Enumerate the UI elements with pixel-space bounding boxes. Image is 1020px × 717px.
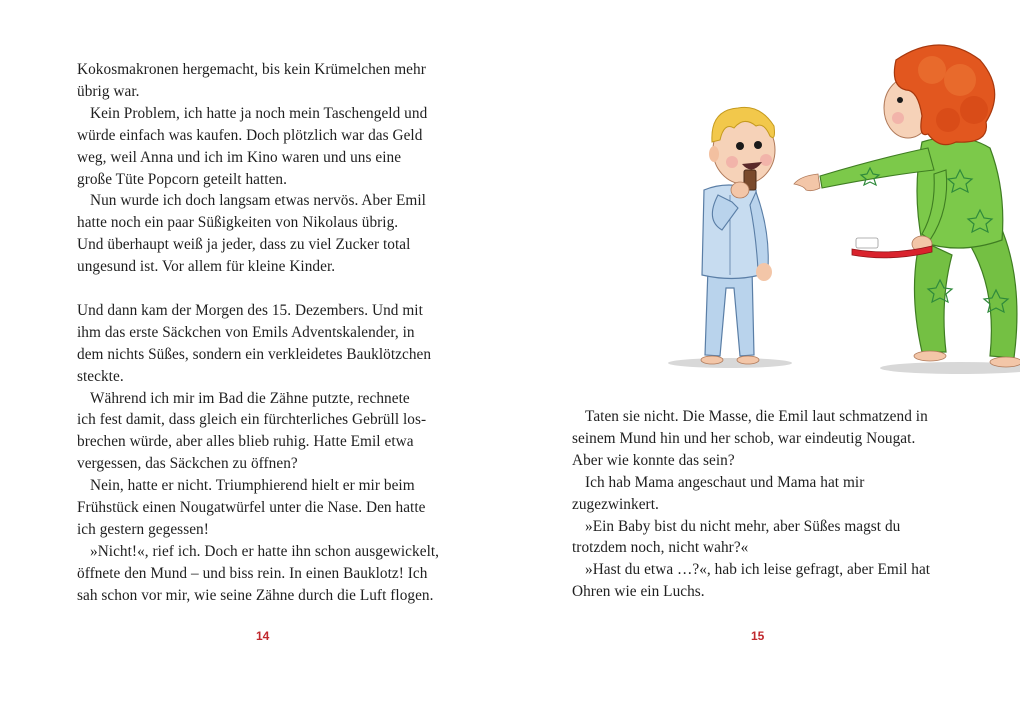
text-line: hatte noch ein paar Süßigkeiten von Nikolaus übrig. [77,214,399,232]
text-line: Und überhaupt weiß ja jeder, dass zu viel Zucker total [77,236,411,254]
text-line: öffnete den Mund – und biss rein. In einen Bauklotz! Ich [77,564,428,582]
illustration [660,30,1020,390]
text-line: Nun wurde ich doch langsam etwas nervös. Aber Emil [90,192,426,210]
text-line: Taten sie nicht. Die Masse, die Emil laut schmatzend in [585,408,928,425]
page-number: 15 [751,629,765,643]
right-page [510,0,1020,717]
text-line: steckte. [77,367,124,385]
text-line: ich gestern gegessen! [77,521,209,539]
text-line: große Tüte Popcorn geteilt hatten. [77,170,287,188]
text-line: »Ein Baby bist du nicht mehr, aber Süßes magst du [585,517,901,535]
mother-figure [794,45,1020,367]
text-line: »Hast du etwa …?«, hab ich leise gefragt, aber Emil hat [585,561,931,579]
text-line: vergessen, das Säckchen zu öffnen? [77,455,298,473]
left-page-text [77,59,457,607]
boy-shadow [668,358,792,368]
text-line: brechen würde, aber alles blieb ruhig. Hatte Emil etwa [77,433,414,451]
text-line: Frühstück einen Nougatwürfel unter die Nase. Den hatte [77,499,426,517]
text-line: Aber wie konnte das sein? [572,451,735,469]
text-line: würde einfach was kaufen. Doch plötzlich war das Geld [77,126,423,144]
text-line: Kein Problem, ich hatte ja noch mein Taschengeld und [90,104,428,122]
text-line: ihm das erste Säckchen von Emils Adventskalender, in [77,323,415,341]
text-line: zugezwinkert. [572,495,659,513]
text-line: »Nicht!«, rief ich. Doch er hatte ihn schon ausgewickelt, [90,542,440,560]
text-line: ich fest damit, dass gleich ein fürchterliches Gebrüll los- [77,411,427,429]
text-line: weg, weil Anna und ich im Kino waren und uns eine [77,148,402,166]
text-line: Ich hab Mama angeschaut und Mama hat mir [585,473,865,491]
text-line: dem nichts Süßes, sondern ein verkleidetes Bauklötzchen [77,345,432,363]
text-line: übrig war. [77,82,140,100]
boy-figure [701,107,775,364]
text-line: sah schon vor mir, wie seine Zähne durch die Luft flogen. [77,586,434,604]
right-page-text [572,406,952,603]
text-line: Ohren wie ein Luchs. [572,583,705,601]
text-line: Während ich mir im Bad die Zähne putzte, rechnete [90,389,410,407]
text-line: Nein, hatte er nicht. Triumphierend hielt er mir beim [90,477,415,495]
text-line: ungesund ist. Vor allem für kleine Kinder. [77,258,336,276]
text-line: seinem Mund hin und her schob, war eindeutig Nougat. [572,429,916,447]
text-line: Kokosmakronen hergemacht, bis kein Krümelchen mehr [77,61,426,78]
text-line: Und dann kam der Morgen des 15. Dezembers. Und mit [77,301,423,319]
text-line: trotzdem noch, nicht wahr?« [572,539,749,557]
page-number: 14 [256,629,270,643]
